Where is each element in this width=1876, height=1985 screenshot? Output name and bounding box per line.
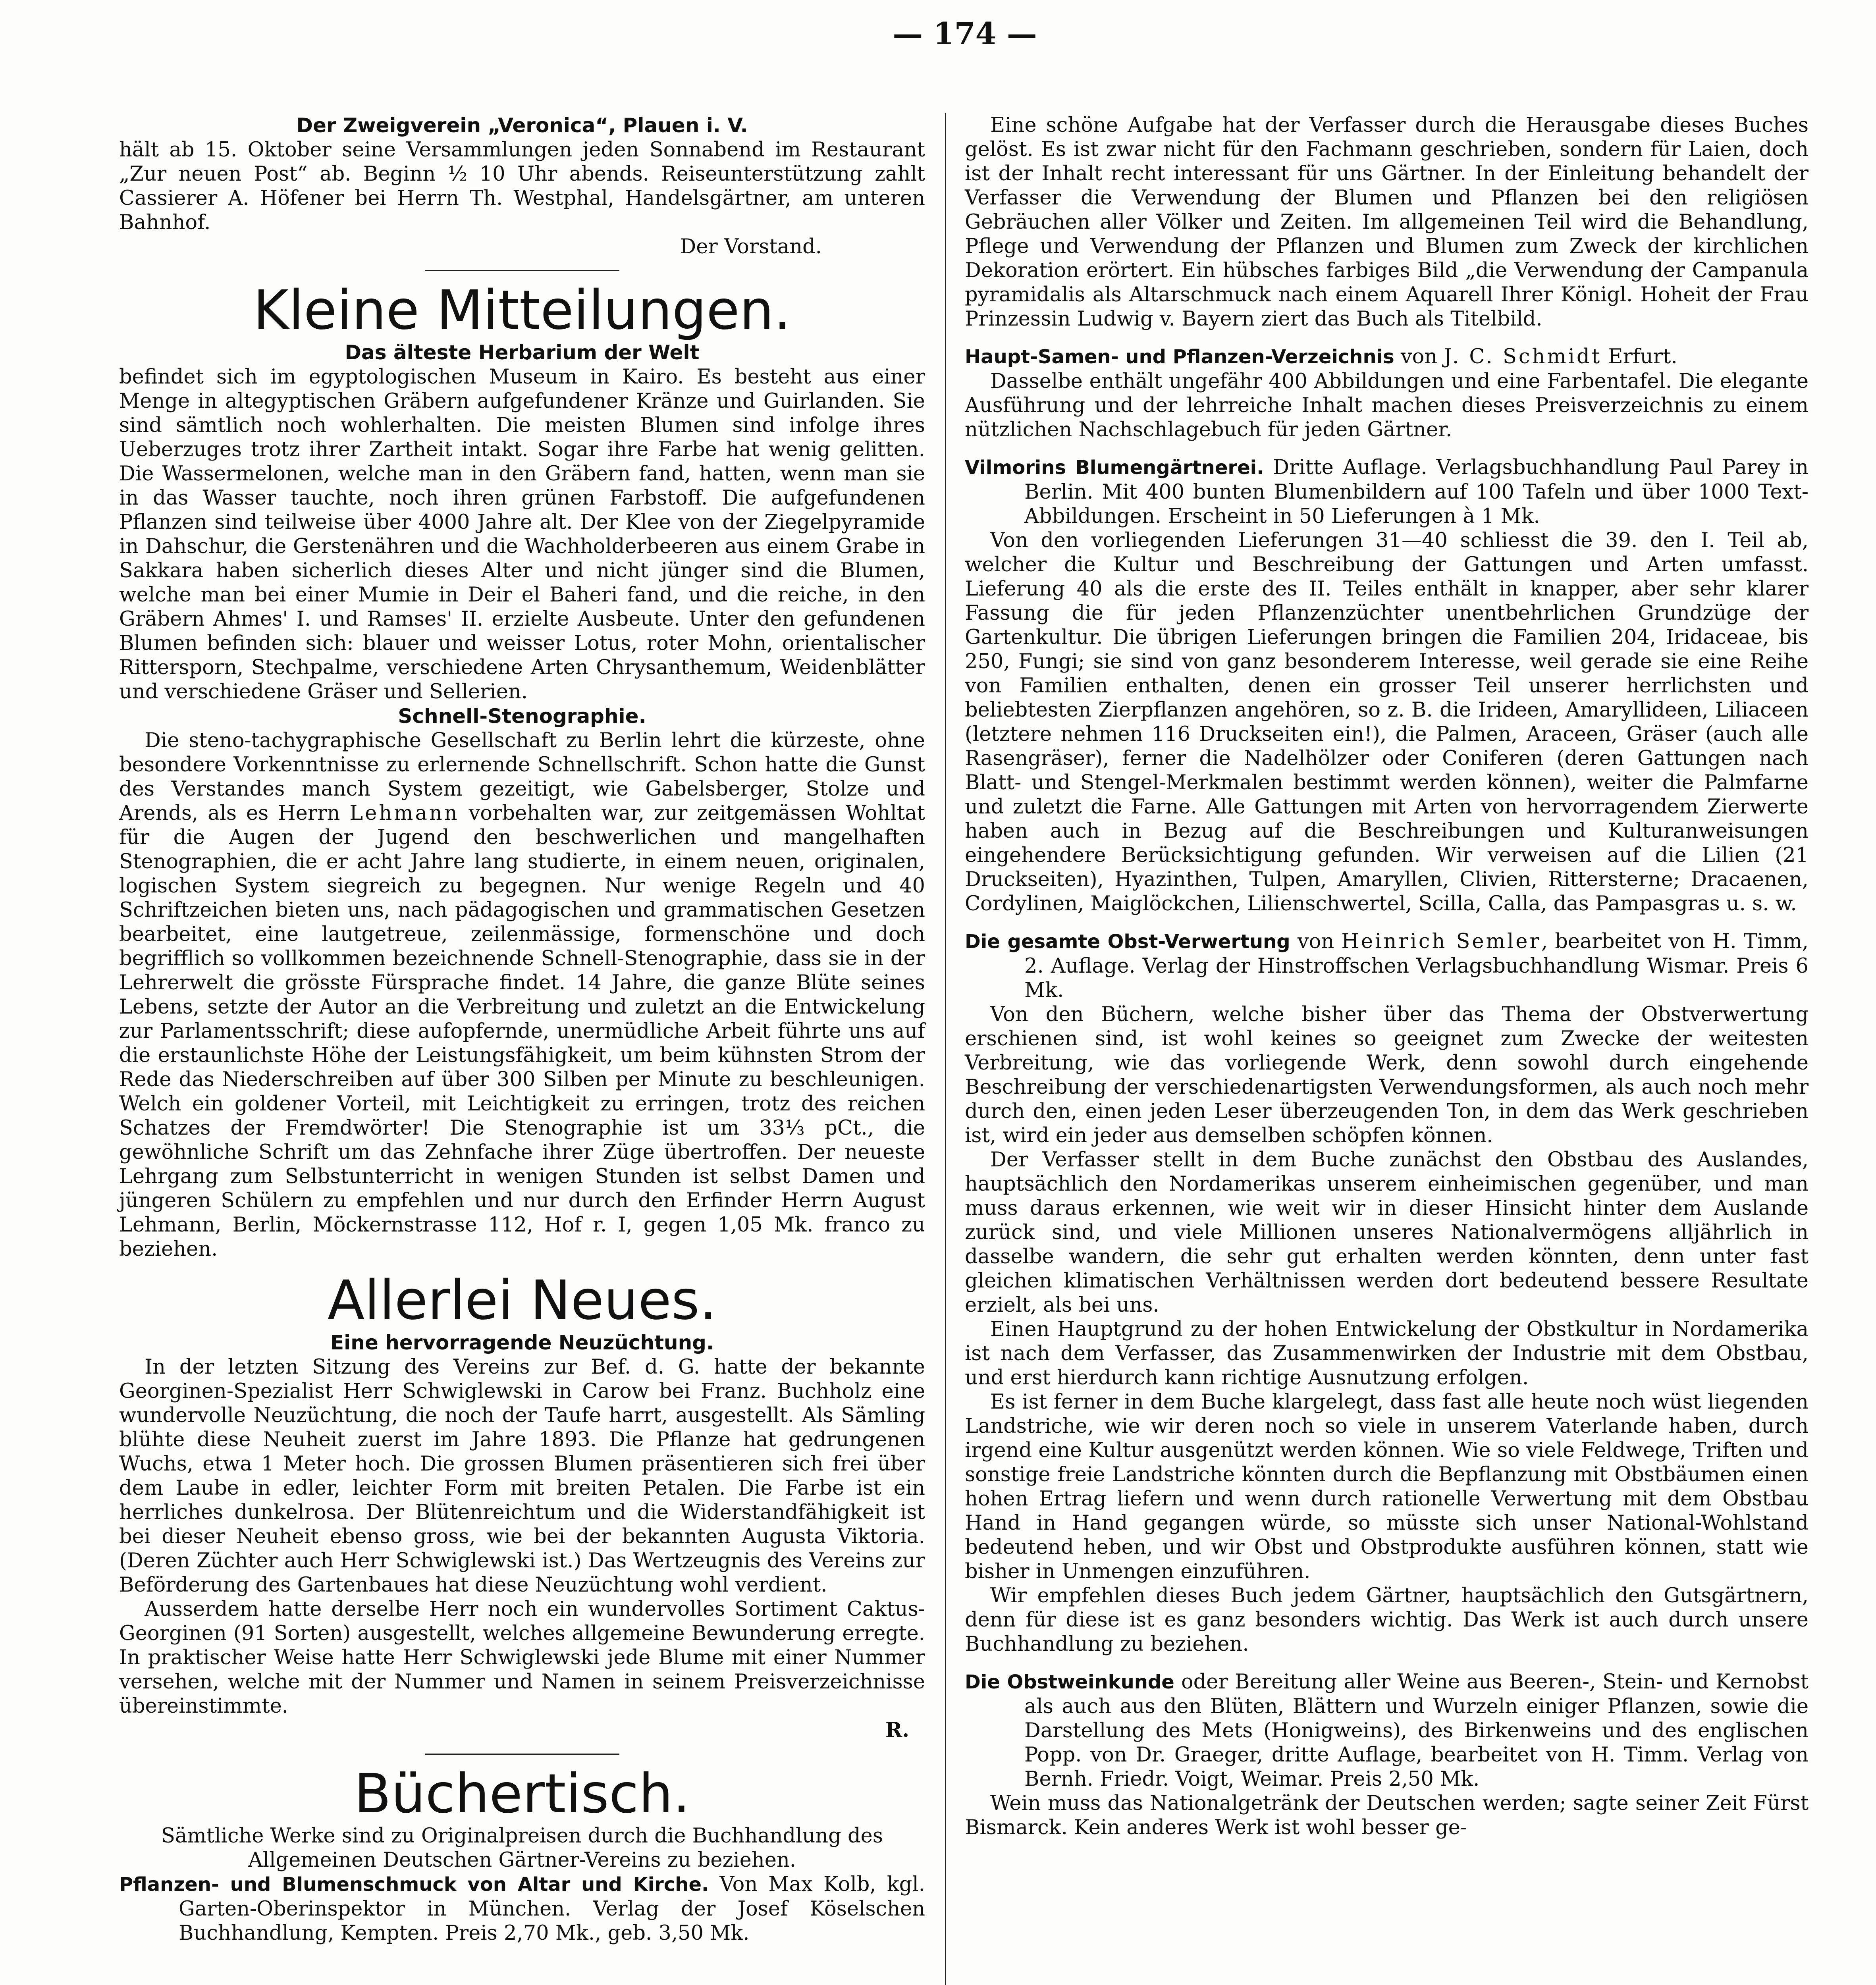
steno-text-a: Die steno-tachygraphische Gesellschaft zu Berlin lehrt die kürzeste, ohne besondere Vorkenntnisse zu erlernende Schnellschrift. Schon hatte die Gunst des Verstandes manch System gezeitigt, wie Gabelsberger, Stolze und Arends, als es Herrn (119, 729, 925, 825)
obst-title: Die gesamte Obst-Verwertung (965, 931, 1290, 953)
vilmorin-entry (965, 455, 1809, 528)
pflanzen-book-meta: Von Max Kolb, kgl. Garten-Oberinspektor in München. Verlag der Josef Köselschen Buchhandlung, Kempten. Preis 2,70 Mk., geb. 3,50 Mk. (179, 1873, 925, 1945)
samen-entry (965, 345, 1809, 369)
obstwein-meta: oder Bereitung aller Weine aus Beeren-, Stein- und Kernobst als auch aus den Blüten, Blättern und Wurzeln einiger Pflanzen, sowie die Darstellung des Mets (Honigweins), des Birkenweins und des englischen Popp. von Dr. Graeger, dritte Auflage, bearbeitet von H. Timm. Verlag von Bernh. Friedr. Voigt, Weimar. Preis 2,50 Mk. (1024, 1670, 1809, 1791)
spacer (965, 331, 1809, 345)
obst-paragraph-4: Es ist ferner in dem Buche klargelegt, dass fast alle heute noch wüst liegenden Landstriche, wie wir deren noch so viele in unserem Vaterlande haben, durch irgend eine Kultur ausgenützt werden können. Wie so viele Feldwege, Triften und sonstige freie Landstriche könnten durch die Bepflanzung mit Obstbäumen einen hohen Ertrag liefern und wenn durch rationelle Verwertung mit dem Obstbau Hand in Hand gegangen würde, so müsste sich unser National-Wohlstand bedeutend heben, und wir Obst und Obstprodukte ausführen können, statt wie bisher in Unmengen einzuführen. (965, 1390, 1809, 1583)
neuzuchtung-paragraph-1: In der letzten Sitzung des Vereins zur Bef. d. G. hatte der bekannte Georginen-Spezialist Herr Schwiglewski in Carow bei Franz. Buchholz eine wundervolle Neuzüchtung, die noch der Taufe harrt, ausgestellt. Als Sämling blühte diese Neuheit zuerst im Jahre 1893. Die Pflanze hat gedrungenen Wuchs, etwa 1 Meter hoch. Die grossen Blumen präsentieren sich frei über dem Laube in edler, leichter Form mit breiten Petalen. Die Farbe ist ein herrliches dunkelrosa. Der Blütenreichtum und die Widerstandfähigkeit ist bei dieser Neuheit ebenso gross, wie bei der bekannten Augusta Viktoria. (Deren Züchter auch Herr Schwiglewski ist.) Das Wertzeugnis des Vereins zur Beförderung des Gartenbaues hat diese Neuzüchtung wohl verdient. (119, 1355, 925, 1597)
herbarium-text: befindet sich im egyptologischen Museum in Kairo. Es besteht aus einer Menge in altegyptischen Gräbern aufgefundener Kränze und Guirlanden. Sie sind sämtlich noch wohlerhalten. Die meisten Blumen sind infolge ihres Ueberzuges trotz ihrer Zartheit intakt. Sogar ihre Farbe hat wenig gelitten. Die Wassermelonen, welche man in den Gräbern fand, hatten, wenn man sie in das Wasser tauchte, noch ihren grünen Farbstoff. Die aufgefundenen Pflanzen sind teilweise über 4000 Jahre alt. Der Klee von der Ziegelpyramide in Dahschur, die Gerstenähren und die Wachholderbeeren aus einem Grabe in Sakkara haben sicherlich dieses Alter und nicht jünger sind die Blumen, welche man bei einer Mumie in Deir el Baheri fand, und die reiche, in den Gräbern Ahmes' I. und Ramses' II. erzielte Ausbeute. Unter den gefundenen Blumen befinden sich: blauer und weisser Lotus, roter Mohn, orientalischer Rittersporn, Stechpalme, verschiedene Arten Chrysanthemum, Weidenblätter und verschiedene Gräser und Sellerien. (119, 365, 925, 703)
obst-paragraph-1: Von den Büchern, welche bisher über das Thema der Obstverwertung erschienen sind, ist wohl keines so geeignet zum Zwecke der weitesten Verbreitung, wie das vorliegende Werk, denn sowohl durch eingehende Beschreibung der verschiedenartigsten Verwendungsformen, als auch noch mehr durch den, einen jeden Leser überzeugenden Ton, in dem das Werk geschrieben ist, wird ein jeder aus demselben schöpfen können. (965, 1003, 1809, 1147)
section-divider (425, 270, 619, 271)
column-divider (945, 113, 946, 1985)
obst-paragraph-5: Wir empfehlen dieses Buch jedem Gärtner, hauptsächlich den Gutsgärtnern, denn für diese ist es ganz besonders wichtig. Das Werk ist auch durch unsere Buchhandlung zu beziehen. (965, 1584, 1809, 1656)
left-column (119, 113, 925, 1945)
allerlei-neues-heading: Allerlei Neues. (327, 1269, 717, 1332)
kleine-mitteilungen-heading: Kleine Mitteilungen. (253, 279, 791, 342)
obstwein-title: Die Obstweinkunde (965, 1671, 1174, 1693)
buechertisch-intro: Sämtliche Werke sind zu Originalpreisen durch die Buchhandlung des Allgemeinen Deutschen Gärtner-Vereins zu beziehen. (161, 1824, 883, 1872)
verein-text: hält ab 15. Oktober seine Versammlungen jeden Sonnabend im Restaurant „Zur neuen Post“ ab. Beginn ½ 10 Uhr abends. Reiseunterstützung zahlt Cassierer A. Höfener bei Herrn Th. Westphal, Handelsgärtner, am unteren Bahnhof. (119, 138, 925, 234)
samen-text: Dasselbe enthält ungefähr 400 Abbildungen und eine Farbentafel. Die elegante Ausführung und der lehrreiche Inhalt machen dieses Preisverzeichnis zu einem nützlichen Nachschlagebuch für jeden Gärtner. (965, 370, 1809, 441)
spacer (965, 916, 1809, 929)
section-divider (425, 1754, 619, 1755)
samen-author: J. C. Schmidt (1444, 345, 1602, 368)
neuzuchtung-title: Eine hervorragende Neuzüchtung. (330, 1331, 714, 1354)
pflanzen-book-title: Pflanzen- und Blumenschmuck von Altar und Kirche. (119, 1873, 709, 1896)
vilmorin-title: Vilmorins Blumengärtnerei. (965, 457, 1264, 479)
obst-entry (965, 929, 1809, 1002)
obstwein-entry (965, 1670, 1809, 1791)
samen-place: Erfurt. (1602, 345, 1677, 368)
obst-meta: , bearbeitet von H. Timm, 2. Auflage. Verlag der Hinstroffschen Verlagsbuchhandlung Wismar. Preis 6 Mk. (1024, 930, 1809, 1002)
page-number: — 174 — (893, 16, 1037, 51)
pflanzen-book-entry (119, 1872, 925, 1945)
steno-text-b: vorbehalten war, zur zeitgemässen Wohltat für die Augen der Jugend den beschwerlichen und mangelhaften Stenographien, die er acht Jahre lang studierte, in einem neuen, originalen, logischen System siegreich zu begegnen. Nur wenige Regeln und 40 Schriftzeichen bieten uns, nach pädagogischen und grammatischen Gesetzen bearbeitet, eine lautgetreue, zeilenmässige, formenschöne und doch begrifflich so vollkommen bezeichnende Schnell-Stenographie, dass sie in der Lehrerwelt die grösste Fürsprache findet. 14 Jahre, die ganze Blüte seines Lebens, setzte der Autor an die Verbreitung und zuletzt an die Entwickelung zur Parlamentsschrift; diese aufopfernde, unermüdliche Arbeit führte uns auf die erstaunlichste Höhe der Leistungsfähigkeit, um beim kühnsten Strom der Rede das Niederschreiben auf über 300 Silben per Minute zu beschleunigen. Welch ein goldener Vorteil, mit Leichtigkeit zu erringen, trotz des reichen Schatzes der Fremdwörter! Die Stenographie ist um 33⅓ pCt., die gewöhnliche Schrift um das Zehnfache ihrer Züge übertroffen. Der neueste Lehrgang zum Selbstunterricht in wenigen Stunden ist selbst Damen und jüngeren Schülern zu empfehlen und nur durch den Erfinder Herrn August Lehmann, Berlin, Möckernstrasse 112, Hof r. I, gegen 1,05 Mk. franco zu beziehen. (119, 802, 925, 1261)
vilmorin-text: Von den vorliegenden Lieferungen 31—40 schliesst die 39. den I. Teil ab, welcher die Kultur und Beschreibung der Gattungen und Arten umfasst. Lieferung 40 als die erste des II. Teiles enthält in knapper, aber sehr klarer Fassung die für jeden Pflanzenzüchter unentbehrlichen Grundzüge der Gartenkultur. Die übrigen Lieferungen bringen die Familien 204, Iridaceae, bis 250, Fungi; sie sind von ganz besonderem Interesse, weil gerade sie eine Reihe von Familien enthalten, denen ein grosser Teil unserer herrlichsten und beliebtesten Zierpflanzen angehören, so z. B. die Irideen, Amaryllideen, Liliaceen (letztere nehmen 116 Druckseiten ein!), die Palmen, Araceen, Gräser (auch alle Rasengräser), ferner die Nadelhölzer oder Coniferen (deren Gattungen nach Blatt- und Stengel-Merkmalen bestimmt werden können), weiter die Palmfarne und zuletzt die Farne. Alle Gattungen mit Arten von hervorragendem Zierwerte haben auch in Bezug auf die Beschreibungen und Kulturanweisungen eingehendere Berücksichtigung gefunden. Wir verweisen auf die Lilien (21 Druckseiten), Hyazinthen, Tulpen, Amaryllen, Clivien, Rittersterne; Dracaenen, Cordylinen, Maiglöckchen, Lilienschwertel, Scilla, Calla, das Pampasgras u. s. w. (965, 529, 1809, 915)
right-column (965, 113, 1809, 1840)
buechertisch-heading: Büchertisch. (354, 1763, 690, 1825)
pflanzen-review: Eine schöne Aufgabe hat der Verfasser durch die Herausgabe dieses Buches gelöst. Es ist zwar nicht für den Fachmann geschrieben, sondern für Laien, doch ist der Inhalt recht interessant für uns Gärtner. In der Einleitung behandelt der Verfasser die Verwendung der Blumen und Pflanzen bei den religiösen Gebräuchen aller Völker und Zeiten. Im allgemeinen Teil wird die Behandlung, Pflege und Verwendung der Pflanzen und Blumen zum Zweck der kirchlichen Dekoration erörtert. Ein hübsches farbiges Bild „die Verwendung der Campanula pyramidalis als Altarschmuck nach einem Aquarell Ihrer Königl. Hoheit der Frau Prinzessin Ludwig v. Bayern ziert das Buch als Titelbild. (965, 114, 1809, 331)
vilmorin-meta: Dritte Auflage. Verlagsbuchhandlung Paul Parey in Berlin. Mit 400 bunten Blumenbildern auf 100 Tafeln und über 1000 Text-Abbildungen. Erscheint in 50 Lieferungen à 1 Mk. (1024, 456, 1809, 528)
obst-von: von (1290, 930, 1342, 953)
steno-text (119, 728, 925, 1261)
obst-paragraph-3: Einen Hauptgrund zu der hohen Entwickelung der Obstkultur in Nordamerika ist nach dem Verfasser, das Zusammenwirken der Industrie mit dem Obstbau, und erst hierdurch kann richtige Ausnutzung erfolgen. (965, 1318, 1809, 1390)
neuzuchtung-signature: R. (885, 1718, 909, 1742)
obst-author: Heinrich Semler (1341, 930, 1541, 953)
samen-von: von (1394, 345, 1444, 368)
neuzuchtung-paragraph-2: Ausserdem hatte derselbe Herr noch ein wundervolles Sortiment Caktus-Georginen (91 Sorten) ausgestellt, welches allgemeine Bewunderung erregte. In praktischer Weise hatte Herr Schwiglewski jede Blume mit einer Nummer versehen, welche mit der Nummer und Namen in seinem Preisverzeichnisse übereinstimmte. (119, 1598, 925, 1718)
obst-paragraph-2: Der Verfasser stellt in dem Buche zunächst den Obstbau des Auslandes, hauptsächlich den Nordamerikas unserem einheimischen gegenüber, und man muss daraus erkennen, wie weit wir in dieser Hinsicht hinter dem Auslande zurück sind, und viele Millionen unseres Nationalvermögens alljährlich in dasselbe wandern, die sehr gut erhalten werden könnten, denn unter fast gleichen klimatischen Verhältnissen werden dort bedeutend bessere Resultate erzielt, als bei uns. (965, 1148, 1809, 1317)
steno-name: Lehmann (349, 802, 459, 825)
spacer (965, 442, 1809, 455)
verein-title: Der Zweigverein „Veronica“, Plauen i. V. (296, 114, 748, 137)
herbarium-title: Das älteste Herbarium der Welt (345, 341, 700, 364)
obstwein-text: Wein muss das Nationalgetränk der Deutschen werden; sagte seiner Zeit Fürst Bismarck. Kein anderes Werk ist wohl besser ge- (965, 1792, 1809, 1839)
samen-title: Haupt-Samen- und Pflanzen-Verzeichnis (965, 346, 1394, 368)
spacer (965, 1656, 1809, 1670)
verein-signature: Der Vorstand. (680, 235, 822, 258)
steno-title: Schnell-Stenographie. (398, 705, 646, 728)
